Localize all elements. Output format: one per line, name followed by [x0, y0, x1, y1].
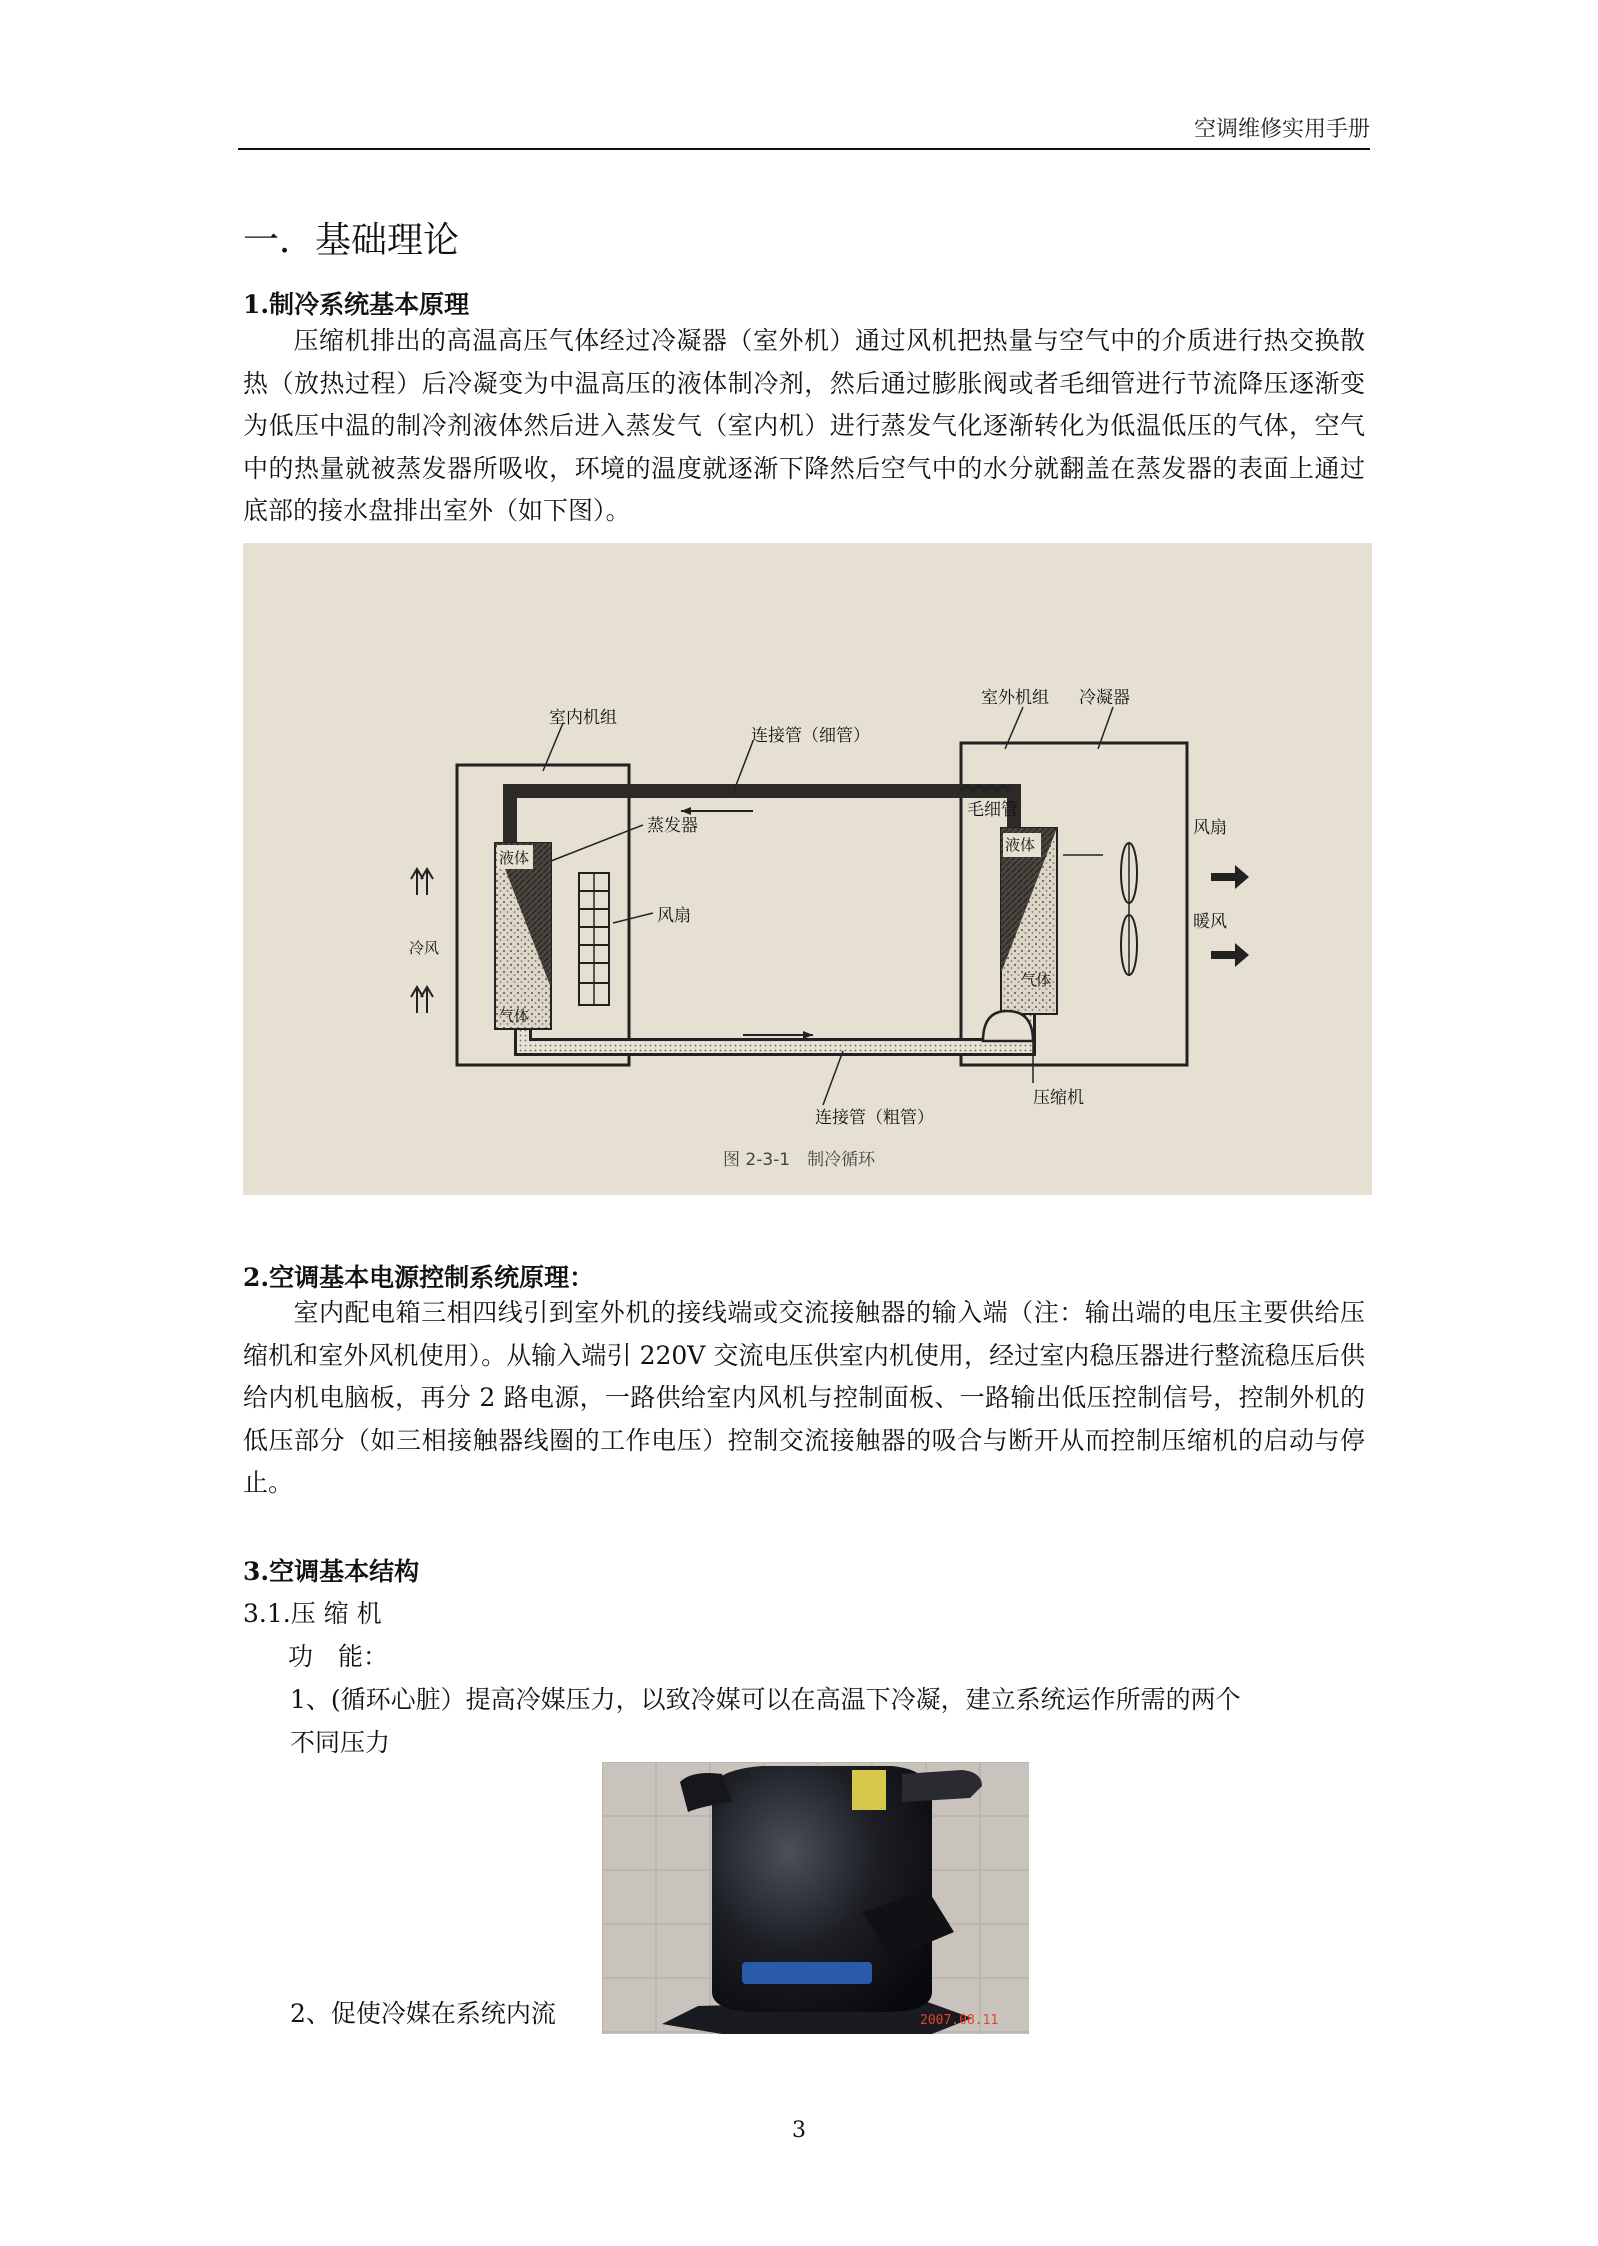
compressor-label: 压缩机: [1033, 1088, 1084, 1108]
refrigeration-cycle-diagram: [243, 543, 1372, 1195]
section-1-title: 1.制冷系统基本原理: [243, 290, 470, 319]
diagram-caption: 图 2-3-1 制冷循环: [723, 1150, 876, 1170]
function-item-2: 2、促使冷媒在系统内流: [290, 1999, 556, 2028]
thin-pipe-label: 连接管（细管）: [751, 726, 870, 746]
indoor-unit-label: 室内机组: [549, 708, 617, 728]
outdoor-unit-label: 室外机组: [981, 688, 1049, 708]
warm-air-label: 暖风: [1193, 912, 1227, 932]
section-2-title: 2.空调基本电源控制系统原理：: [243, 1263, 595, 1292]
page-number: 3: [792, 2118, 806, 2143]
running-header: 空调维修实用手册: [1193, 117, 1370, 142]
gas-label-out: 气体: [1021, 971, 1052, 989]
thick-pipe-label: 连接管（粗管）: [815, 1108, 934, 1128]
header-rule: [238, 148, 1370, 150]
indoor-fan-label: 风扇: [657, 906, 691, 926]
section-3-title: 3.空调基本结构: [243, 1557, 420, 1586]
function-item-1-line-2: 不同压力: [290, 1728, 391, 1757]
discharge-fitting: [902, 1770, 982, 1802]
section-3-1-title: 3.1.压 缩 机: [243, 1599, 382, 1628]
chapter-title: 一．基础理论: [243, 220, 460, 261]
yellow-label: [852, 1770, 886, 1810]
condenser-label: 冷凝器: [1079, 688, 1130, 708]
diagram-background: [243, 543, 1372, 1195]
cold-air-label: 冷风: [409, 939, 440, 957]
function-item-1-line-1: 1、(循环心脏）提高冷媒压力，以致冷媒可以在高温下冷凝，建立系统运作所需的两个: [290, 1685, 1241, 1714]
function-label: 功 能：: [288, 1642, 389, 1671]
section-2-text: 室内配电箱三相四线引到室外机的接线端或交流接触器的输入端（注：输出端的电压主要供给压缩机和室外风机使用）。从输入端引 220V 交流电压供室内机使用，经过室内稳压器进行整流稳压后供给内机电脑板，再分 2 路电源，一路供给室内风机与控制面板、一路输出低压控制信号，控制外机的低压部分（如三相接触器线圈的工作电压）控制交流接触器的吸合与断开从而控制压缩机的启动与停止。: [243, 1298, 1365, 1497]
evaporator-label: 蒸发器: [647, 816, 698, 836]
date-stamp: 2007.08.11: [920, 2013, 999, 2028]
liquid-label-in: 液体: [499, 849, 530, 867]
liquid-label-out: 液体: [1005, 836, 1036, 854]
capillary-label: 毛细管: [967, 800, 1018, 820]
blue-band: [742, 1962, 872, 1984]
compressor-photo: [602, 1762, 1029, 2034]
gas-label-in: 气体: [499, 1007, 530, 1025]
section-1-text: 压缩机排出的高温高压气体经过冷凝器（室外机）通过风机把热量与空气中的介质进行热交换散热（放热过程）后冷凝变为中温高压的液体制冷剂，然后通过膨胀阀或者毛细管进行节流降压逐渐变为低压中温的制冷剂液体然后进入蒸发气（室内机）进行蒸发气化逐渐转化为低温低压的气体，空气中的热量就被蒸发器所吸收，环境的温度就逐渐下降然后空气中的水分就翻盖在蒸发器的表面上通过底部的接水盘排出室外（如下图）。: [243, 326, 1365, 525]
section-1-paragraph: [243, 320, 1365, 533]
outdoor-fan-label: 风扇: [1193, 818, 1227, 838]
section-2-paragraph: [243, 1292, 1365, 1505]
